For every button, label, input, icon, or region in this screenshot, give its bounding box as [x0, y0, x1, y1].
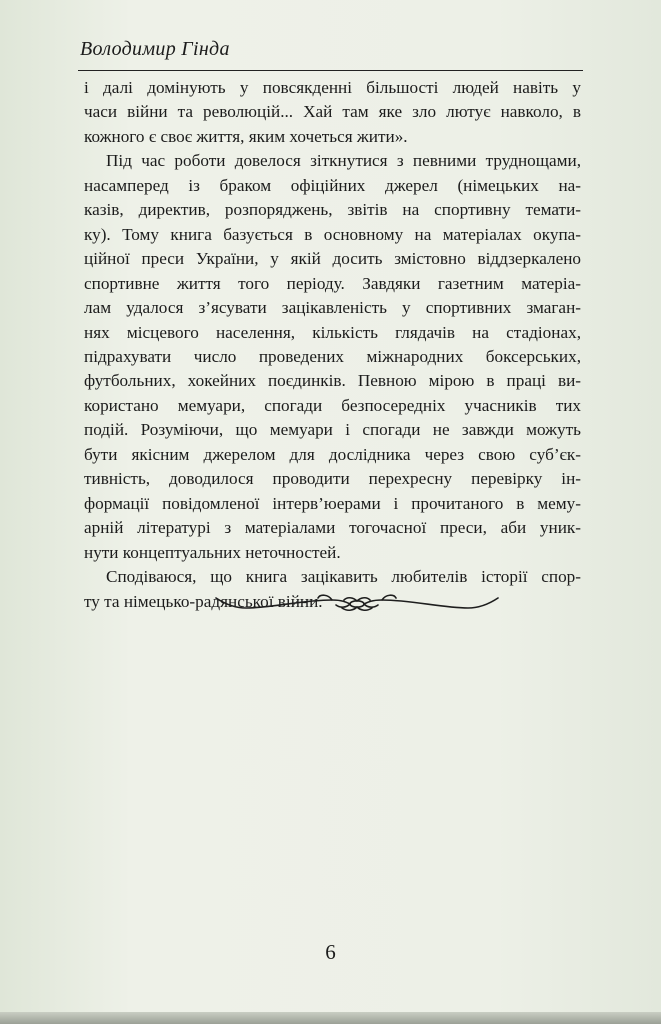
text-line: бути якісним джерелом для дослідника через свою суб’єк- [84, 444, 581, 464]
text-line: і далі домінують у повсякденні більшості людей навіть у [84, 78, 581, 97]
text-line: ту та німецько-радянської війни. [84, 591, 323, 611]
header-rule [78, 70, 583, 71]
text-line: часи війни та революцій... Хай там яке зло лютує навколо, в [84, 102, 581, 122]
text-line: подій. Розуміючи, що мемуари і спогади не завжди можуть [84, 420, 581, 440]
text-line: кожного є своє життя, яким хочеться жити». [84, 126, 408, 146]
running-header-author: Володимир Гінда [80, 38, 230, 60]
page-number: 6 [325, 940, 336, 964]
text-line: тивність, доводилося проводити перехресну перевірку ін- [84, 469, 581, 489]
text-line: формації повідомленої інтерв’юерами і прочитаного в мему- [84, 493, 581, 513]
text-line: лам удалося з’ясувати зацікавленість у спортивних змаган- [84, 298, 581, 318]
paragraph-1 [84, 76, 581, 149]
text-line: казів, директив, розпоряджень, звітів на спортивну темати- [84, 200, 581, 220]
text-line: користано мемуари, спогади безпосередніх учасників тих [84, 395, 581, 415]
ornament-divider-icon [212, 588, 502, 616]
text-line: ку). Тому книга базується в основному на матеріалах окупа- [84, 224, 581, 244]
text-line: Під час роботи довелося зіткнутися з певними труднощами, [106, 151, 581, 171]
text-line: Сподіваюся, що книга зацікавить любителів історії спор- [106, 567, 581, 587]
text-line: арній літературі з матеріалами тогочасної преси, аби уник- [84, 518, 581, 538]
text-line: спортивне життя того періоду. Завдяки газетним матеріа- [84, 273, 581, 293]
text-line: футбольних, хокейних поєдинків. Певною мірою в праці ви- [84, 371, 581, 391]
text-line: нути концептуальних неточностей. [84, 542, 341, 562]
text-line: підрахувати число проведених міжнародних боксерських, [84, 346, 581, 366]
body-text [84, 76, 581, 614]
page-bottom-edge [0, 1012, 661, 1024]
paragraph-2 [84, 149, 581, 565]
text-line: нях місцевого населення, кількість глядачів на стадіонах, [84, 322, 581, 342]
text-line: ційної преси України, у якій досить змістовно віддзеркалено [84, 249, 581, 269]
text-line: насамперед із браком офіційних джерел (німецьких на- [84, 175, 581, 195]
